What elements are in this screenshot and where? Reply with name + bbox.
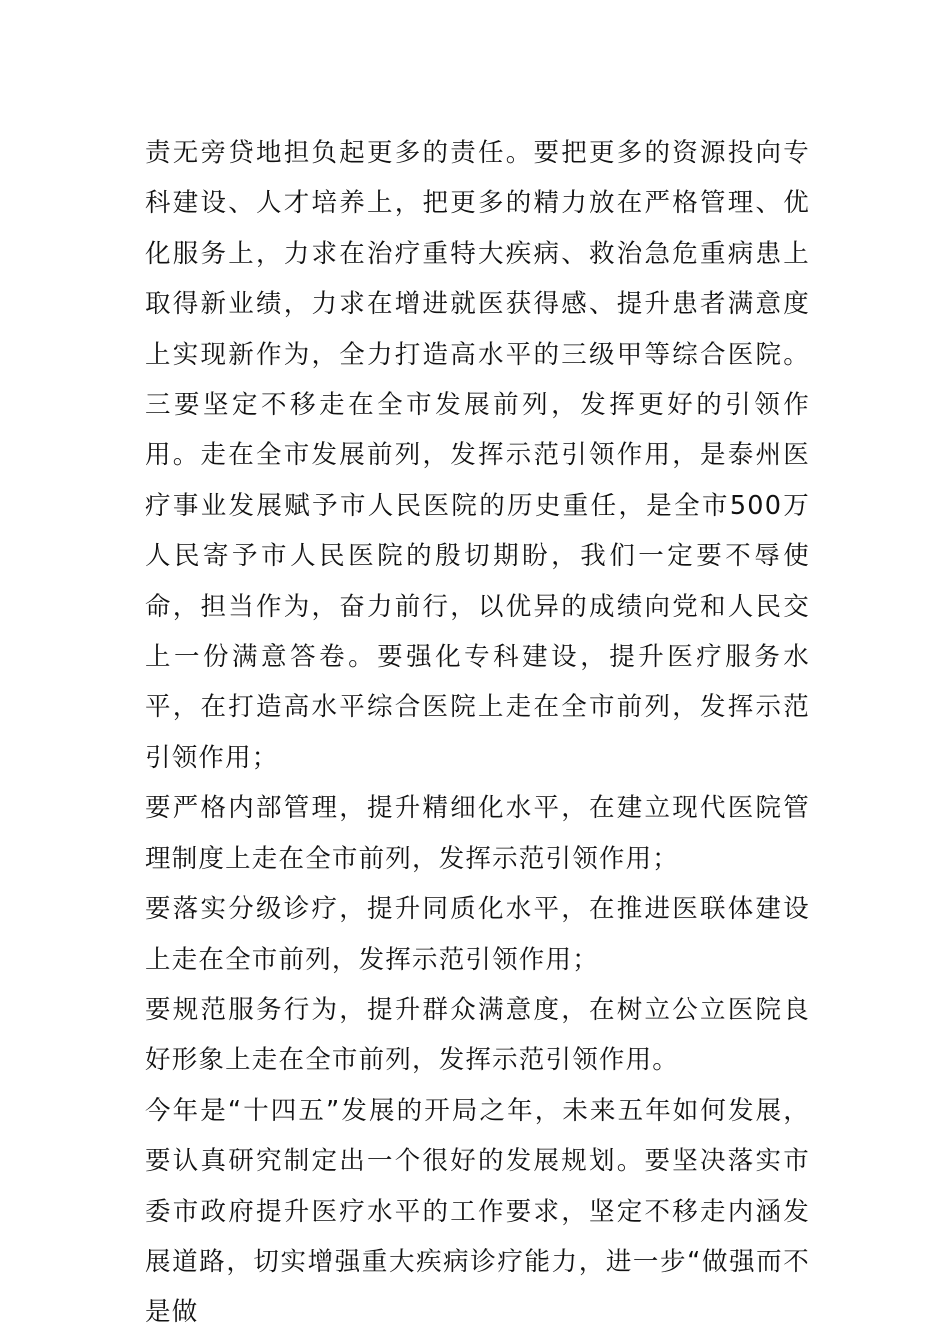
paragraph-5: 今年是“十四五”发展的开局之年，未来五年如何发展，要认真研究制定出一个很好的发展规划。要坚决落实市委市政府提升医疗水平的工作要求，坚定不移走内涵发展道路，切实增强重大疾病诊疗能力，进一步“做强而不是做 xyxy=(145,1095,810,1328)
document-body xyxy=(145,128,810,1338)
paragraph-2: 要严格内部管理，提升精细化水平，在建立现代医院管理制度上走在全市前列，发挥示范引领作用； xyxy=(145,793,810,874)
paragraph-1: 责无旁贷地担负起更多的责任。要把更多的资源投向专科建设、人才培养上，把更多的精力放在严格管理、优化服务上，力求在治疗重特大疾病、救治急危重病患上取得新业绩，力求在增进就医获得感、提升患者满意度上实现新作为，全力打造高水平的三级甲等综合医院。三要坚定不移走在全市发展前列，发挥更好的引领作用。走在全市发展前列，发挥示范引领作用，是泰州医疗事业发展赋予市人民医院的历史重任，是全市500万人民寄予市人民医院的殷切期盼，我们一定要不辱使命，担当作为，奋力前行，以优异的成绩向党和人民交上一份满意答卷。要强化专科建设，提升医疗服务水平，在打造高水平综合医院上走在全市前列，发挥示范引领作用； xyxy=(145,138,810,773)
paragraph-3: 要落实分级诊疗，提升同质化水平，在推进医联体建设上走在全市前列，发挥示范引领作用； xyxy=(145,894,810,975)
paragraph-4: 要规范服务行为，提升群众满意度，在树立公立医院良好形象上走在全市前列，发挥示范引领作用。 xyxy=(145,994,810,1076)
